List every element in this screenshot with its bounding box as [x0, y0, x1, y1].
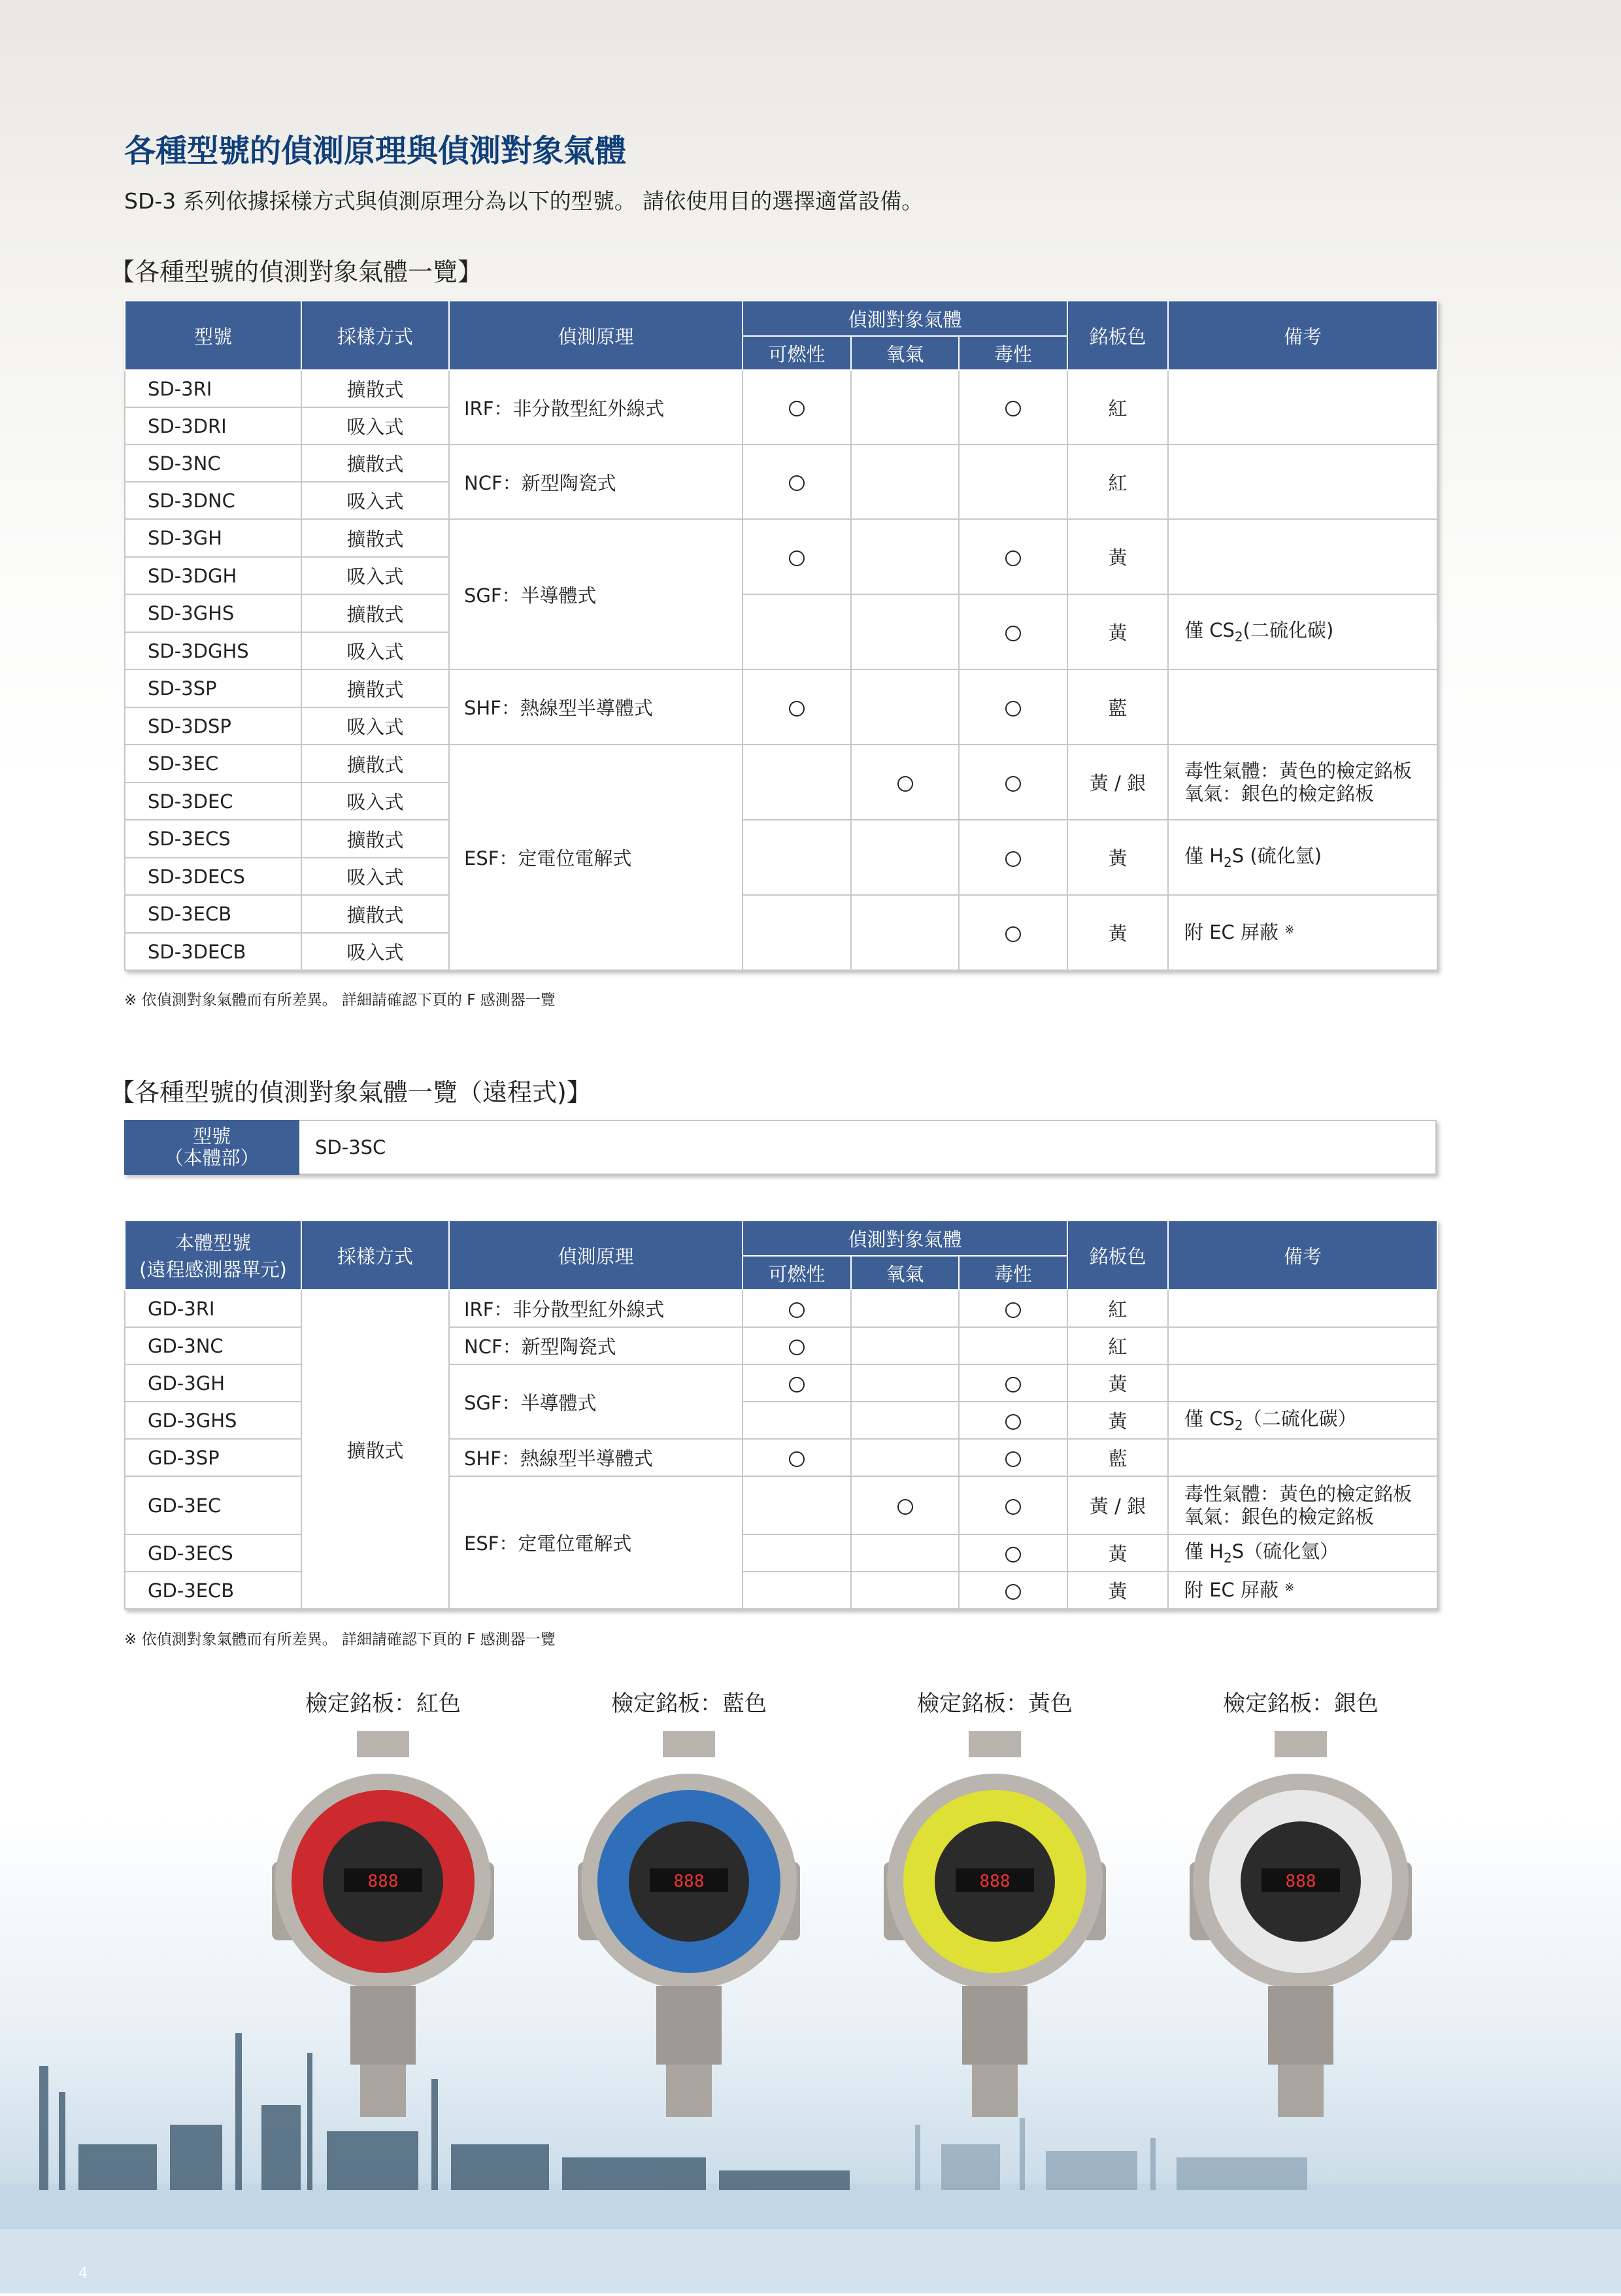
- toxic-cell: [959, 1364, 1067, 1402]
- detector-red-image: [272, 1731, 494, 2123]
- oxygen-cell: [851, 445, 959, 519]
- model-cell: SD-3GHS: [125, 594, 301, 632]
- header-remarks: 備考: [1168, 1221, 1437, 1290]
- header-combustible: 可燃性: [743, 336, 851, 370]
- sampling-cell: 擴散式: [301, 895, 449, 933]
- sampling-cell: 吸入式: [301, 783, 449, 820]
- intro-text: SD-3 系列依據採樣方式與偵測原理分為以下的型號。 請依使用目的選擇適當設備。: [124, 188, 924, 214]
- remarks-cell: [1168, 669, 1437, 745]
- combustible-cell: [743, 745, 851, 820]
- toxic-cell: [959, 1534, 1067, 1572]
- header-oxygen: 氧氣: [851, 1256, 959, 1290]
- toxic-cell: [959, 1476, 1067, 1534]
- remarks-cell: [1168, 1439, 1437, 1476]
- plate-color-cell: 黃 / 銀: [1067, 745, 1168, 820]
- sampling-cell: 擴散式: [301, 745, 449, 783]
- circle-mark: [1005, 401, 1021, 416]
- header-sampling: 採樣方式: [301, 301, 449, 370]
- model-cell: GD-3SP: [125, 1439, 301, 1476]
- model-cell: GD-3EC: [125, 1476, 301, 1534]
- principle-cell: IRF：非分散型紅外線式: [449, 370, 743, 445]
- circle-mark: [1005, 1302, 1021, 1318]
- combustible-cell: [743, 669, 851, 745]
- header-combustible: 可燃性: [743, 1256, 851, 1290]
- header-model: 本體型號 (遠程感測器單元): [125, 1221, 301, 1290]
- model-cell: SD-3ECS: [125, 820, 301, 858]
- combustible-cell: [743, 1290, 851, 1327]
- toxic-cell: [959, 445, 1067, 519]
- model-cell: SD-3NC: [125, 445, 301, 482]
- plate-color-cell: 黃: [1067, 1572, 1168, 1609]
- model-cell: SD-3DNC: [125, 482, 301, 519]
- toxic-cell: [959, 1402, 1067, 1439]
- principle-cell: ESF：定電位電解式: [449, 1476, 743, 1609]
- section-heading-remote: 【各種型號的偵測對象氣體一覽（遠程式)】: [110, 1078, 592, 1107]
- circle-mark: [897, 1499, 913, 1515]
- plate-color-cell: 黃: [1067, 594, 1168, 669]
- sampling-cell: 吸入式: [301, 557, 449, 594]
- circle-mark: [1005, 1377, 1021, 1393]
- model-cell: GD-3NC: [125, 1327, 301, 1364]
- detector-yellow-image: [884, 1731, 1106, 2123]
- plate-color-cell: 黃: [1067, 1402, 1168, 1439]
- header-toxic: 毒性: [959, 1256, 1067, 1290]
- principle-cell: SGF：半導體式: [449, 1364, 743, 1439]
- circle-mark: [789, 475, 805, 491]
- plate-color-cell: 黃: [1067, 895, 1168, 970]
- circle-mark: [1005, 926, 1021, 942]
- header-principle: 偵測原理: [449, 1221, 743, 1290]
- circle-mark: [1005, 1547, 1021, 1562]
- plate-color-cell: 藍: [1067, 1439, 1168, 1476]
- model-cell: GD-3RI: [125, 1290, 301, 1327]
- sampling-cell: 擴散式: [301, 1290, 449, 1609]
- combustible-cell: [743, 1439, 851, 1476]
- remote-model-box: [124, 1120, 1437, 1175]
- model-cell: SD-3ECB: [125, 895, 301, 933]
- model-cell: SD-3DEC: [125, 783, 301, 820]
- gas-table-1: [124, 300, 1438, 971]
- circle-mark: [1005, 550, 1021, 566]
- model-cell: SD-3GH: [125, 519, 301, 557]
- remote-model-label: 型號 （本體部）: [124, 1120, 299, 1175]
- remarks-cell: [1168, 519, 1437, 594]
- combustible-cell: [743, 519, 851, 594]
- oxygen-cell: [851, 1364, 959, 1402]
- circle-mark: [789, 550, 805, 566]
- sampling-cell: 吸入式: [301, 858, 449, 895]
- circle-mark: [789, 1340, 805, 1355]
- sampling-cell: 擴散式: [301, 445, 449, 482]
- remarks-cell: [1168, 370, 1437, 445]
- oxygen-cell: [851, 1572, 959, 1609]
- circle-mark: [1005, 1451, 1021, 1467]
- model-cell: SD-3DGHS: [125, 632, 301, 669]
- model-cell: SD-3DECB: [125, 933, 301, 970]
- remarks-cell: 毒性氣體：黃色的檢定銘板 氧氣：銀色的檢定銘板: [1168, 1476, 1437, 1534]
- circle-mark: [1005, 701, 1021, 717]
- principle-cell: IRF：非分散型紅外線式: [449, 1290, 743, 1327]
- model-cell: SD-3DGH: [125, 557, 301, 594]
- detector-silver-image: [1190, 1731, 1412, 2123]
- combustible-cell: [743, 820, 851, 895]
- toxic-cell: [959, 820, 1067, 895]
- principle-cell: NCF：新型陶瓷式: [449, 1327, 743, 1364]
- circle-mark: [1005, 851, 1021, 867]
- header-remarks: 備考: [1168, 301, 1437, 370]
- sampling-cell: 吸入式: [301, 933, 449, 970]
- combustible-cell: [743, 594, 851, 669]
- toxic-cell: [959, 1572, 1067, 1609]
- sampling-cell: 吸入式: [301, 407, 449, 445]
- oxygen-cell: [851, 370, 959, 445]
- plate-caption-yellow: 檢定銘板：黃色: [917, 1691, 1073, 1717]
- oxygen-cell: [851, 1476, 959, 1534]
- circle-mark: [1005, 626, 1021, 641]
- circle-mark: [1005, 1414, 1021, 1430]
- oxygen-cell: [851, 745, 959, 820]
- plate-color-cell: 紅: [1067, 1327, 1168, 1364]
- plate-caption-blue: 檢定銘板：藍色: [611, 1691, 767, 1717]
- header-principle: 偵測原理: [449, 301, 743, 370]
- combustible-cell: [743, 1327, 851, 1364]
- header-target-gas: 偵測對象氣體: [743, 301, 1067, 336]
- svg-text:888: 888: [367, 1872, 399, 1891]
- oxygen-cell: [851, 895, 959, 970]
- remarks-cell: 毒性氣體：黃色的檢定銘板 氧氣：銀色的檢定銘板: [1168, 745, 1437, 820]
- remote-model-value: SD-3SC: [299, 1120, 1437, 1175]
- oxygen-cell: [851, 519, 959, 594]
- sampling-cell: 擴散式: [301, 820, 449, 858]
- svg-text:888: 888: [1285, 1872, 1316, 1891]
- oxygen-cell: [851, 1439, 959, 1476]
- oxygen-cell: [851, 1534, 959, 1572]
- remarks-cell: [1168, 1327, 1437, 1364]
- toxic-cell: [959, 669, 1067, 745]
- oxygen-cell: [851, 820, 959, 895]
- plate-color-cell: 紅: [1067, 370, 1168, 445]
- remarks-cell: [1168, 1290, 1437, 1327]
- plate-caption-silver: 檢定銘板：銀色: [1223, 1691, 1379, 1717]
- model-cell: GD-3ECB: [125, 1572, 301, 1609]
- combustible-cell: [743, 1402, 851, 1439]
- remarks-cell: [1168, 445, 1437, 519]
- page-title: 各種型號的偵測原理與偵測對象氣體: [124, 133, 627, 169]
- model-cell: SD-3DSP: [125, 707, 301, 745]
- toxic-cell: [959, 895, 1067, 970]
- footnote-table1: ※ 依偵測對象氣體而有所差異。 詳細請確認下頁的 F 感測器一覽: [124, 992, 556, 1009]
- model-cell: SD-3RI: [125, 370, 301, 407]
- principle-cell: NCF：新型陶瓷式: [449, 445, 743, 519]
- sampling-cell: 吸入式: [301, 632, 449, 669]
- model-cell: SD-3SP: [125, 669, 301, 707]
- header-sampling: 採樣方式: [301, 1221, 449, 1290]
- combustible-cell: [743, 1572, 851, 1609]
- model-cell: GD-3ECS: [125, 1534, 301, 1572]
- principle-cell: SHF：熱線型半導體式: [449, 669, 743, 745]
- svg-text:888: 888: [673, 1872, 705, 1891]
- combustible-cell: [743, 895, 851, 970]
- svg-text:888: 888: [979, 1872, 1011, 1891]
- combustible-cell: [743, 370, 851, 445]
- circle-mark: [789, 401, 805, 416]
- sampling-cell: 擴散式: [301, 594, 449, 632]
- combustible-cell: [743, 1364, 851, 1402]
- circle-mark: [789, 1451, 805, 1467]
- sampling-cell: 擴散式: [301, 669, 449, 707]
- remarks-cell: 僅 $CS_2$（二硫化碳）: [1168, 1402, 1437, 1439]
- circle-mark: [1005, 776, 1021, 792]
- toxic-cell: [959, 594, 1067, 669]
- section-heading-table1: 【各種型號的偵測對象氣體一覽】: [110, 258, 483, 286]
- plate-color-cell: 黃: [1067, 820, 1168, 895]
- circle-mark: [789, 1302, 805, 1318]
- circle-mark: [789, 1377, 805, 1393]
- sampling-cell: 擴散式: [301, 519, 449, 557]
- remarks-cell: 僅 $H_2S$（硫化氫）: [1168, 1534, 1437, 1572]
- sampling-cell: 吸入式: [301, 482, 449, 519]
- plate-color-cell: 黃: [1067, 1364, 1168, 1402]
- plate-color-cell: 藍: [1067, 669, 1168, 745]
- footnote-table2: ※ 依偵測對象氣體而有所差異。 詳細請確認下頁的 F 感測器一覽: [124, 1631, 556, 1648]
- sampling-cell: 吸入式: [301, 707, 449, 745]
- combustible-cell: [743, 445, 851, 519]
- model-cell: SD-3DRI: [125, 407, 301, 445]
- principle-cell: SHF：熱線型半導體式: [449, 1439, 743, 1476]
- plate-color-cell: 紅: [1067, 1290, 1168, 1327]
- principle-cell: SGF：半導體式: [449, 519, 743, 669]
- detector-blue-image: [578, 1731, 800, 2123]
- circle-mark: [897, 776, 913, 792]
- oxygen-cell: [851, 1327, 959, 1364]
- plate-color-cell: 黃: [1067, 519, 1168, 594]
- toxic-cell: [959, 745, 1067, 820]
- gas-table-2: [124, 1220, 1438, 1610]
- model-cell: GD-3GHS: [125, 1402, 301, 1439]
- model-cell: GD-3GH: [125, 1364, 301, 1402]
- circle-mark: [1005, 1499, 1021, 1515]
- header-plate-color: 銘板色: [1067, 1221, 1168, 1290]
- plate-color-cell: 黃 / 銀: [1067, 1476, 1168, 1534]
- header-toxic: 毒性: [959, 336, 1067, 370]
- remarks-cell: 附 EC 屏蔽 ※: [1168, 895, 1437, 970]
- oxygen-cell: [851, 594, 959, 669]
- plate-caption-red: 檢定銘板：紅色: [305, 1691, 461, 1717]
- remarks-cell: 僅 $CS_2$(二硫化碳): [1168, 594, 1437, 669]
- combustible-cell: [743, 1534, 851, 1572]
- plate-color-cell: 黃: [1067, 1534, 1168, 1572]
- toxic-cell: [959, 370, 1067, 445]
- oxygen-cell: [851, 669, 959, 745]
- page-number: 4: [78, 2265, 88, 2282]
- circle-mark: [1005, 1584, 1021, 1600]
- model-cell: SD-3DECS: [125, 858, 301, 895]
- circle-mark: [789, 701, 805, 717]
- toxic-cell: [959, 1290, 1067, 1327]
- toxic-cell: [959, 1439, 1067, 1476]
- principle-cell: ESF：定電位電解式: [449, 745, 743, 970]
- remarks-cell: 附 EC 屏蔽 ※: [1168, 1572, 1437, 1609]
- model-cell: SD-3EC: [125, 745, 301, 783]
- sampling-cell: 擴散式: [301, 370, 449, 407]
- remarks-cell: 僅 $H_2S$ (硫化氫): [1168, 820, 1437, 895]
- combustible-cell: [743, 1476, 851, 1534]
- header-model: 型號: [125, 301, 301, 370]
- header-target-gas: 偵測對象氣體: [743, 1221, 1067, 1256]
- oxygen-cell: [851, 1290, 959, 1327]
- oxygen-cell: [851, 1402, 959, 1439]
- header-oxygen: 氧氣: [851, 336, 959, 370]
- remarks-cell: [1168, 1364, 1437, 1402]
- toxic-cell: [959, 519, 1067, 594]
- toxic-cell: [959, 1327, 1067, 1364]
- header-plate-color: 銘板色: [1067, 301, 1168, 370]
- plate-color-cell: 紅: [1067, 445, 1168, 519]
